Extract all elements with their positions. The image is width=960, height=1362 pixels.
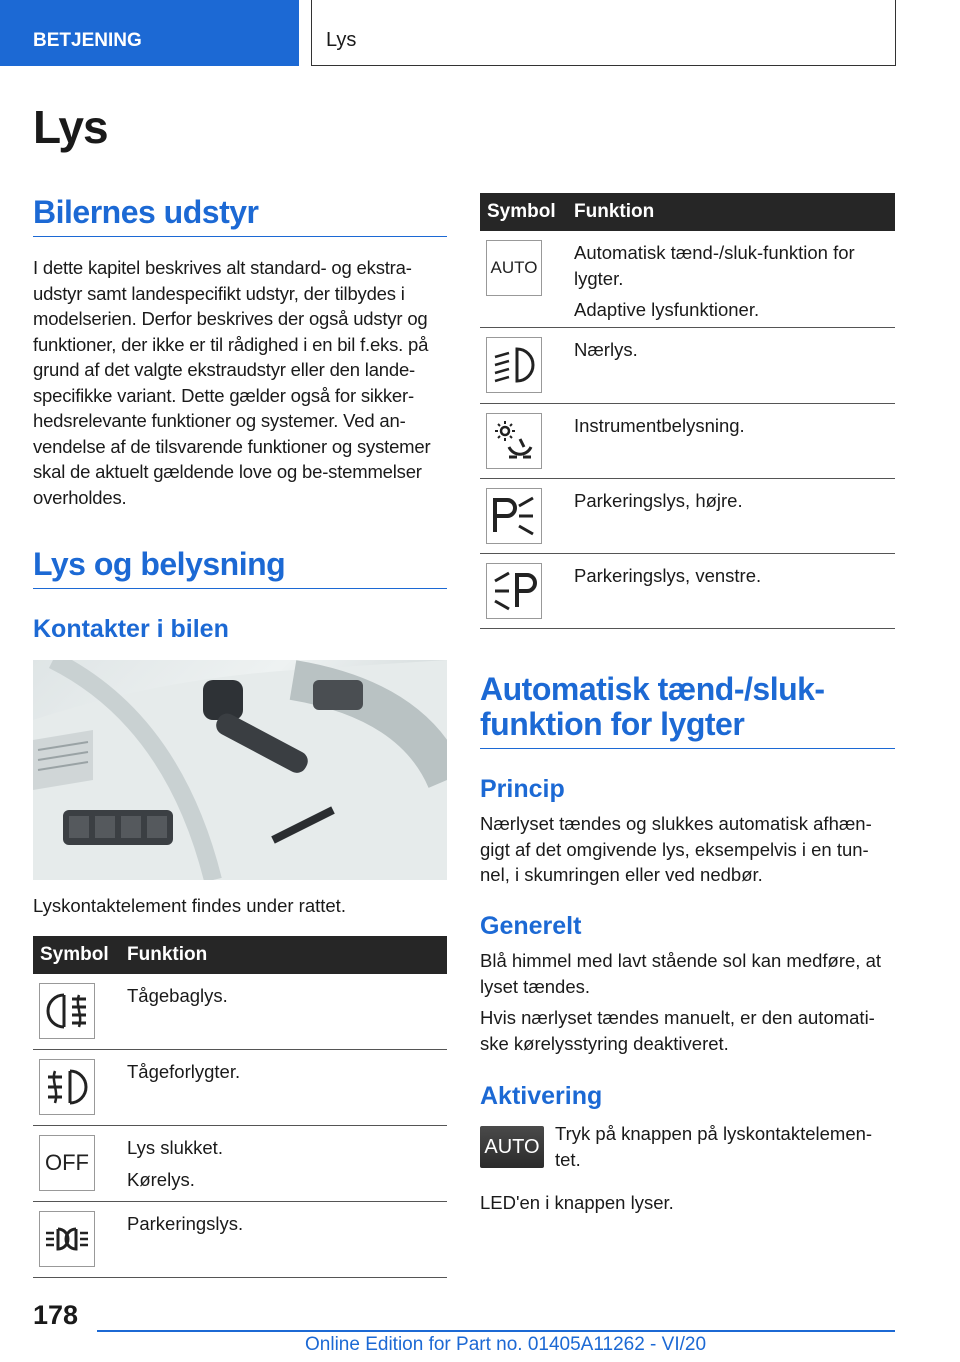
heading-lights: Lys og belysning [33, 547, 447, 589]
page-number: 178 [33, 1300, 79, 1330]
led-paragraph: LED'en i knappen lyser. [480, 1192, 674, 1213]
parking-light-right-icon [486, 488, 542, 544]
row-text: Tågebaglys. [127, 985, 228, 1006]
parking-light-left-icon [486, 563, 542, 619]
general-paragraph-1: Blå himmel med lavt stående sol kan medføre, at lyset tændes. [480, 950, 882, 997]
heading-activation: Aktivering [480, 1082, 603, 1110]
row-text: Instrumentbelysning. [574, 415, 745, 436]
table-row [480, 328, 895, 404]
row-text: Parkeringslys. [127, 1213, 244, 1234]
table-row [33, 1050, 447, 1126]
table-row [480, 479, 895, 554]
parking-lights-icon [39, 1211, 95, 1267]
table-row [480, 404, 895, 479]
auto-button-icon: AUTO [480, 1126, 544, 1168]
table-row [480, 231, 895, 328]
heading-switches: Kontakter i bilen [33, 615, 229, 643]
column-symbol: Symbol [487, 201, 556, 222]
table-header [480, 193, 895, 231]
heading-general: Generelt [480, 912, 582, 940]
section-tab[interactable]: BETJENING [0, 0, 299, 66]
activation-paragraph: Tryk på knappen på lyskontaktelemen-tet. [555, 1123, 873, 1170]
column-function: Funktion [574, 201, 655, 222]
front-fog-light-icon [39, 1059, 95, 1115]
page-header [0, 0, 960, 66]
edition-text: Online Edition for Part no. 01405A11262 - VI/20 [305, 1334, 707, 1355]
auto-light-icon: AUTO [486, 240, 542, 296]
table-row [33, 1202, 447, 1278]
photo-caption: Lyskontaktelement findes under rattet. [33, 895, 346, 916]
low-beam-icon [486, 337, 542, 393]
equipment-paragraph: I dette kapitel beskrives alt standard- og ekstra-udstyr samt landespecifikt udstyr, der tilbydes i modelserien. Derfor beskrives der også udstyr og funktioner, der ikke er til rådighed i en bil f.eks. på grund af det valgte ekstraudstyr eller den lande-specifikke variant. Dette gælder også for sikker-hedsrelevante funktioner og systemer. Ved an-vendelse af de tilsvarende funktioner og systemer skal de aktuelt gældende love og be-stemmelser overholdes. [33, 257, 431, 508]
table-row [480, 554, 895, 629]
row-text: Automatisk tænd-/sluk-funktion for lygter. [574, 242, 855, 289]
row-text: Kørelys. [127, 1168, 195, 1190]
row-text: Lys slukket. [127, 1137, 223, 1158]
topic-tab[interactable]: Lys [311, 0, 896, 66]
table-row [33, 1126, 447, 1202]
row-text: Parkeringslys, højre. [574, 490, 743, 511]
rear-fog-light-icon [39, 983, 95, 1039]
instrument-lighting-icon [486, 413, 542, 469]
principle-paragraph: Nærlyset tændes og slukkes automatisk afhæn-gigt af det omgivende lys, eksempelvis i en tun-nel, i skumringen eller ved nedbør. [480, 813, 872, 885]
lights-off-icon: OFF [39, 1135, 95, 1191]
general-paragraph-2: Hvis nærlyset tændes manuelt, er den automati-ske kørelysstyring deaktiveret. [480, 1007, 875, 1054]
row-text: Tågeforlygter. [127, 1061, 241, 1082]
heading-auto-lights: Automatisk tænd-/sluk-funktion for lygter [480, 672, 895, 749]
row-text: Adaptive lysfunktioner. [574, 299, 760, 320]
table-header [33, 936, 447, 974]
column-function: Funktion [127, 944, 208, 965]
column-symbol: Symbol [40, 944, 109, 965]
row-text: Nærlys. [574, 339, 638, 360]
heading-equipment: Bilernes udstyr [33, 195, 447, 237]
heading-principle: Princip [480, 775, 565, 803]
symbol-table-right [480, 193, 895, 629]
steering-column-photo [33, 660, 447, 880]
symbol-table-left [33, 936, 447, 1278]
page-title: Lys [33, 101, 108, 153]
table-row [33, 974, 447, 1050]
row-text: Parkeringslys, venstre. [574, 565, 762, 586]
footer-divider [97, 1330, 895, 1332]
